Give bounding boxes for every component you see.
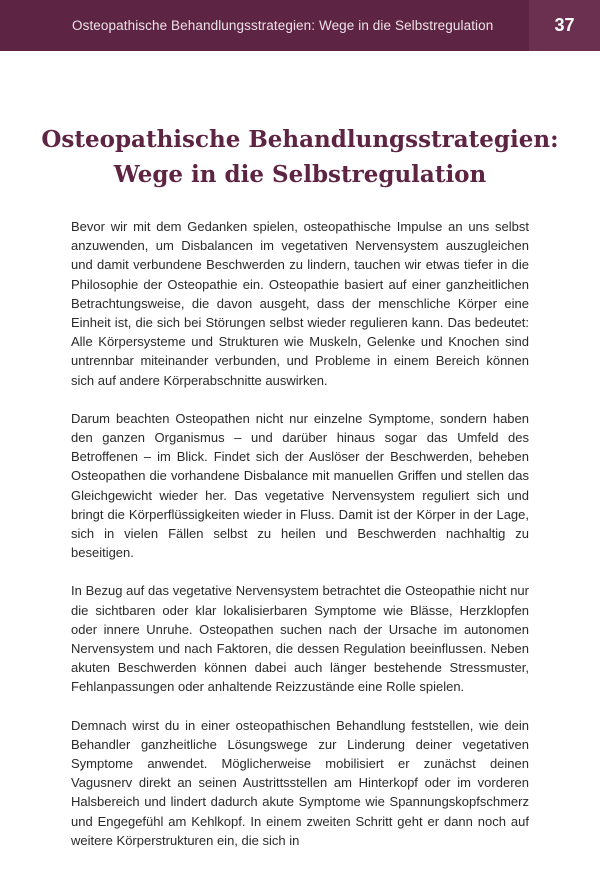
chapter-heading-line-2: Wege in die Selbstregulation bbox=[113, 161, 487, 188]
paragraph-3: In Bezug auf das vegetative Nervensystem betrachtet die Osteopathie nicht nur die sichtbaren oder klar lokalisierbaren Symptome wie Blässe, Herzklopfen oder innere Unruhe. Osteopathen suchen nach der Ursache im autonomen Nervensystem und nach Faktoren, die dessen Regulation beeinflussen. Neben akuten Beschwerden können dabei auch länger bestehende Stressmuster, Fehlanpassungen oder anhaltende Reizzustände eine Rolle spielen. bbox=[71, 583, 529, 695]
paragraph-1: Bevor wir mit dem Gedanken spielen, osteopathische Impulse an uns selbst anzuwenden, um Disbalancen im vegetativen Nervensystem auszugleichen und damit verbundene Beschwerden zu lindern, tauchen wir etwas tiefer in die Philosophie der Osteopathie ein. Osteopathie basiert auf einer ganzheitlichen Betrachtungsweise, die davon ausgeht, dass der menschliche Körper eine Einheit ist, die sich bei Störungen selbst wieder regulieren kann. Das bedeutet: Alle Körpersysteme und Strukturen wie Muskeln, Gelenke und Knochen sind untrennbar miteinander verbunden, und Probleme in einem Bereich können sich auf andere Körperabschnitte auswirken. bbox=[71, 219, 529, 388]
paragraph-2: Darum beachten Osteopathen nicht nur einzelne Symptome, sondern haben den ganzen Organismus – und darüber hinaus sogar das Umfeld des Betroffenen – im Blick. Findet sich der Auslöser der Beschwerden, beheben Osteopathen die vorhandene Disbalance mit manuellen Griffen und stellen das Gleichgewicht wieder her. Das vegetative Nervensystem reguliert sich und bringt die Körperflüssigkeiten wieder in Fluss. Damit ist der Körper in der Lage, sich in vielen Fällen selbst zu heilen und Beschwerden nachhaltig zu beseitigen. bbox=[71, 410, 529, 561]
paragraph-4: Demnach wirst du in einer osteopathischen Behandlung feststellen, wie dein Behandler ganzheitliche Lösungswege zur Linderung deiner vegetativen Symptome anwendet. Möglicherweise mobilisiert er zunächst deinen Vagusnerv direkt an seinen Austrittsstellen am Hinterkopf oder im vorderen Halsbereich und lindert dadurch akute Symptome wie Spannungskopfschmerz und Engegefühl am Kehlkopf. In einem zweiten Schritt geht er dann noch auf weitere Körperstrukturen ein, die sich in bbox=[71, 717, 529, 848]
chapter-heading bbox=[40, 122, 560, 192]
body-text bbox=[71, 217, 529, 869]
running-title: Osteopathische Behandlungsstrategien: Wege in die Selbstregulation bbox=[72, 18, 494, 33]
chapter-heading-line-1: Osteopathische Behandlungsstrategien: bbox=[41, 126, 559, 153]
page-number: 37 bbox=[529, 0, 600, 51]
header-bar bbox=[0, 0, 600, 51]
